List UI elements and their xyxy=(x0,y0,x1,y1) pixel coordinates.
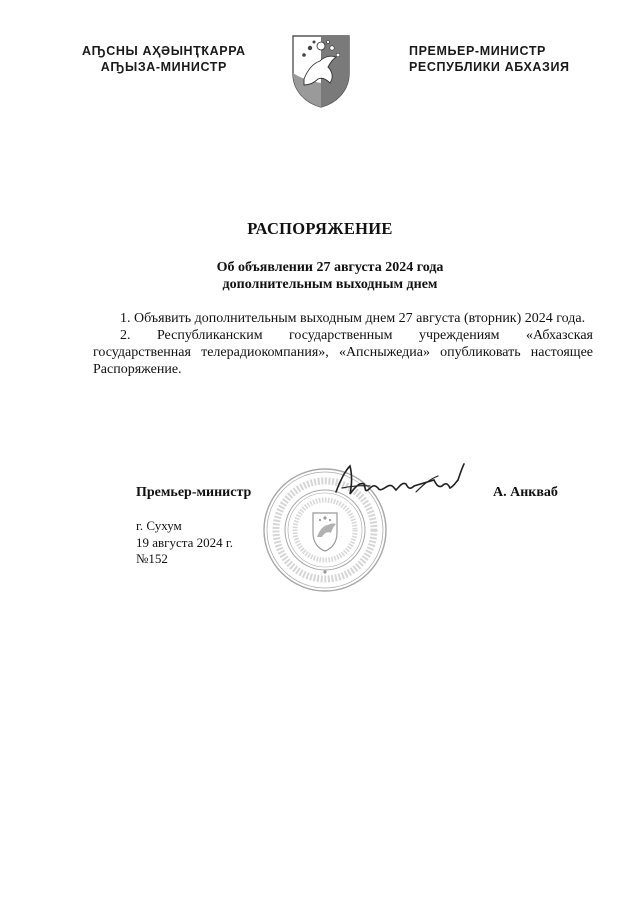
meta-city: г. Сухум xyxy=(136,518,182,533)
document-body xyxy=(93,310,593,378)
header-russian-line2: РЕСПУБЛИКИ АБХАЗИЯ xyxy=(409,59,570,74)
header-abkhaz-line1: АҦСНЫ АҲӘЫНҬҞАРРА xyxy=(82,44,246,58)
header-abkhaz xyxy=(82,44,246,75)
handwritten-signature-icon xyxy=(330,458,470,504)
document-title: РАСПОРЯЖЕНИЕ xyxy=(247,219,393,238)
coat-of-arms-icon xyxy=(290,33,352,109)
subject-line1: Об объявлении 27 августа 2024 года xyxy=(216,260,444,275)
meta-date: 19 августа 2024 г. xyxy=(136,534,233,550)
document-meta xyxy=(136,518,233,568)
subject-line2: дополнительным выходным днем xyxy=(222,277,438,292)
header-abkhaz-line2: АҦЫЗА-МИНИСТР xyxy=(100,59,227,74)
document-subject xyxy=(0,259,640,293)
meta-number: №152 xyxy=(136,551,168,566)
paragraph-1: 1. Объявить дополнительным выходным днем 27 августа (вторник) 2024 года. xyxy=(120,311,586,326)
paragraph-2: 2. Республиканским государственным учреждениям «Абхазская государственная телерадиокомпания», «Апсныжедиа» опубликовать настоящее Распоряжение. xyxy=(93,328,593,377)
header-russian xyxy=(409,44,570,75)
header-russian-line1: ПРЕМЬЕР-МИНИСТР xyxy=(409,44,546,58)
signatory-name: А. Анкваб xyxy=(493,485,558,500)
signatory-position: Премьер-министр xyxy=(136,485,252,500)
